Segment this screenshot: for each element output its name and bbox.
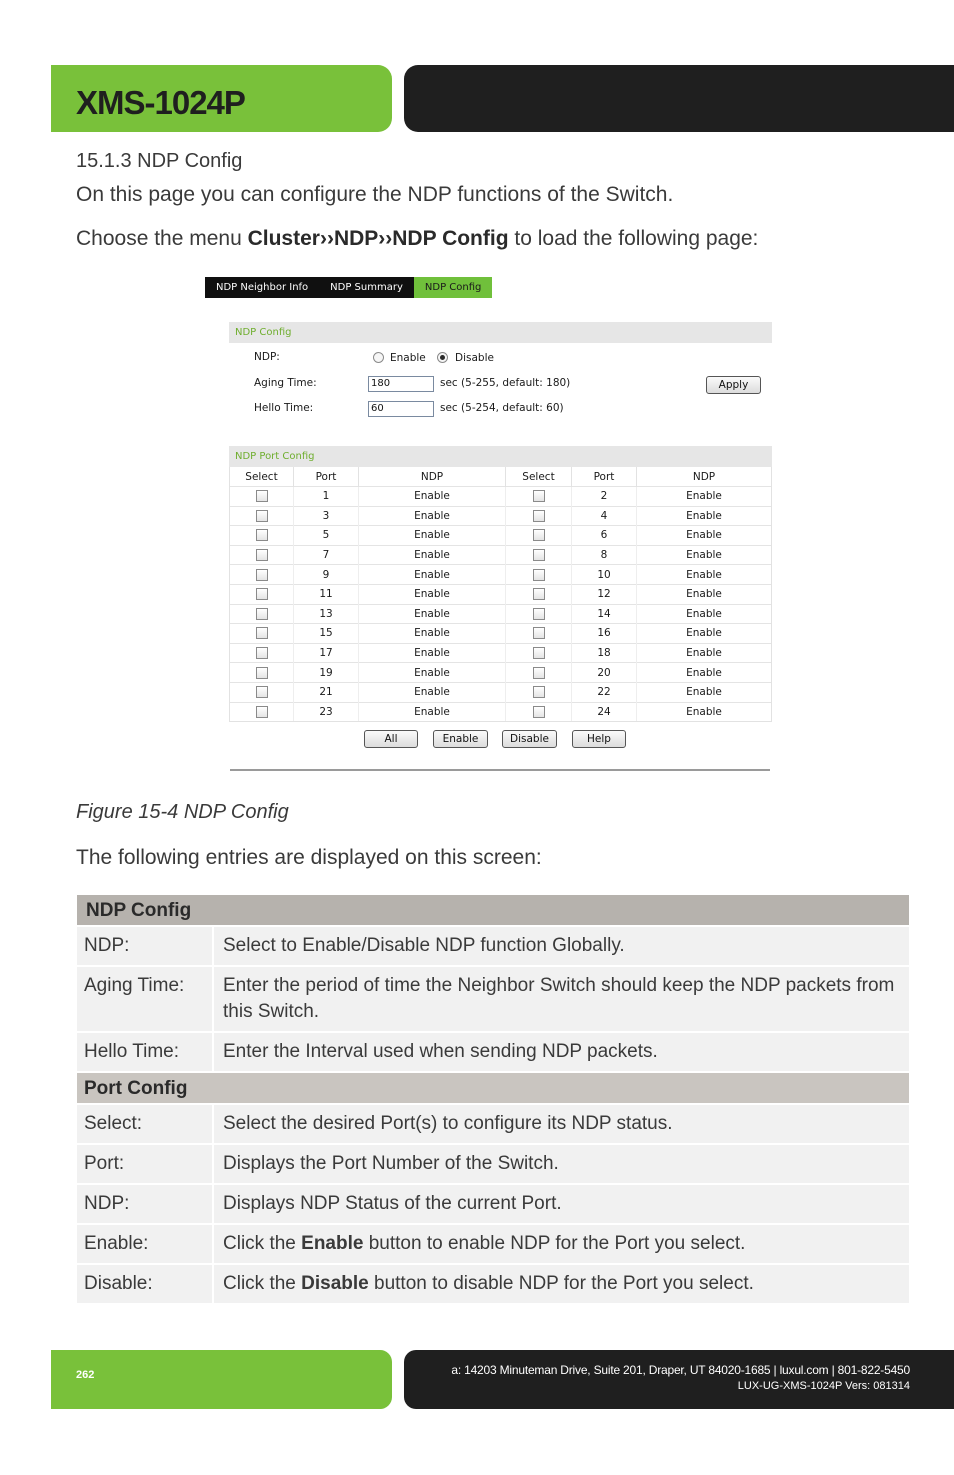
port-select-checkbox[interactable]: [256, 706, 268, 718]
port-ndp-status: Enable: [359, 604, 506, 624]
desc-key: Port:: [77, 1145, 214, 1183]
desc-value: Select the desired Port(s) to configure its NDP status.: [214, 1105, 909, 1143]
port-number: 17: [294, 643, 359, 663]
desc-key: Disable:: [77, 1265, 214, 1303]
port-ndp-status: Enable: [359, 663, 506, 683]
table-row: [230, 702, 772, 722]
port-ndp-status: Enable: [359, 584, 506, 604]
help-button[interactable]: Help: [572, 730, 626, 748]
header-black-bar: [404, 65, 954, 132]
table-row: [230, 584, 772, 604]
ndp-enable-radio[interactable]: [373, 352, 384, 363]
port-select-checkbox[interactable]: [256, 588, 268, 600]
desc-row: [77, 1265, 909, 1303]
table-row: [230, 526, 772, 546]
ndp-label: NDP:: [254, 351, 280, 363]
port-number: 11: [294, 584, 359, 604]
port-number: 9: [294, 565, 359, 585]
col-select-right: Select: [506, 467, 572, 487]
desc-key: NDP:: [77, 927, 214, 965]
table-row: [230, 506, 772, 526]
footer-version: LUX-UG-XMS-1024P Vers: 081314: [737, 1380, 910, 1392]
desc-key: NDP:: [77, 1185, 214, 1223]
port-select-checkbox[interactable]: [533, 706, 545, 718]
port-select-checkbox[interactable]: [256, 529, 268, 541]
desc-value: [214, 1265, 909, 1303]
table-row: [230, 487, 772, 507]
port-ndp-status: Enable: [637, 604, 772, 624]
aging-time-input[interactable]: 180: [368, 376, 434, 392]
menu-suffix: to load the following page:: [508, 227, 759, 250]
port-select-checkbox[interactable]: [256, 608, 268, 620]
port-number: 7: [294, 545, 359, 565]
document-title: XMS-1024P: [76, 84, 245, 121]
desc-key: Select:: [77, 1105, 214, 1143]
port-number: 5: [294, 526, 359, 546]
port-select-checkbox[interactable]: [256, 569, 268, 581]
port-select-checkbox[interactable]: [533, 529, 545, 541]
table-row: [230, 682, 772, 702]
hello-time-input[interactable]: 60: [368, 401, 434, 417]
port-ndp-status: Enable: [359, 506, 506, 526]
port-number: 20: [572, 663, 637, 683]
enable-button[interactable]: Enable: [433, 730, 488, 748]
ndp-disable-label: Disable: [455, 352, 494, 364]
port-select-checkbox[interactable]: [533, 667, 545, 679]
tab-ndp-config[interactable]: NDP Config: [414, 277, 492, 298]
desc-row: [77, 967, 909, 1031]
port-select-checkbox[interactable]: [533, 588, 545, 600]
table-row: [230, 663, 772, 683]
desc-section-header: [77, 895, 909, 925]
port-number: 22: [572, 682, 637, 702]
desc-row: [77, 1033, 909, 1071]
port-select-checkbox[interactable]: [256, 667, 268, 679]
desc-row: [77, 1105, 909, 1143]
port-select-checkbox[interactable]: [533, 647, 545, 659]
port-number: 2: [572, 487, 637, 507]
port-ndp-status: Enable: [637, 643, 772, 663]
port-ndp-status: Enable: [637, 506, 772, 526]
port-select-checkbox[interactable]: [256, 549, 268, 561]
port-number: 15: [294, 624, 359, 644]
desc-key: Aging Time:: [77, 967, 214, 1031]
port-ndp-status: Enable: [637, 545, 772, 565]
port-select-checkbox[interactable]: [533, 627, 545, 639]
port-number: 6: [572, 526, 637, 546]
port-select-checkbox[interactable]: [533, 569, 545, 581]
port-ndp-status: Enable: [637, 584, 772, 604]
table-row: [230, 604, 772, 624]
port-select-checkbox[interactable]: [256, 647, 268, 659]
port-ndp-status: Enable: [359, 624, 506, 644]
col-port-right: Port: [572, 467, 637, 487]
col-port-left: Port: [294, 467, 359, 487]
port-ndp-status: Enable: [637, 565, 772, 585]
select-all-button[interactable]: All: [364, 730, 418, 748]
port-select-checkbox[interactable]: [256, 510, 268, 522]
disable-button[interactable]: Disable: [502, 730, 557, 748]
port-number: 14: [572, 604, 637, 624]
port-number: 23: [294, 702, 359, 722]
aging-time-label: Aging Time:: [254, 377, 317, 389]
port-number: 19: [294, 663, 359, 683]
desc-row: [77, 1225, 909, 1263]
desc-row: [77, 1145, 909, 1183]
port-select-checkbox[interactable]: [533, 686, 545, 698]
port-select-checkbox[interactable]: [533, 549, 545, 561]
port-select-checkbox[interactable]: [256, 627, 268, 639]
desc-value: Displays NDP Status of the current Port.: [214, 1185, 909, 1223]
desc-text: Click the: [223, 1233, 302, 1254]
entries-intro: The following entries are displayed on this screen:: [76, 846, 542, 869]
desc-value: Select to Enable/Disable NDP function Globally.: [214, 927, 909, 965]
ndp-config-panel-title: NDP Config: [229, 322, 772, 343]
tab-ndp-neighbor-info[interactable]: NDP Neighbor Info: [216, 282, 309, 293]
port-ndp-status: Enable: [637, 487, 772, 507]
screenshot-divider: [230, 769, 770, 771]
port-number: 18: [572, 643, 637, 663]
port-ndp-status: Enable: [637, 624, 772, 644]
desc-value: Enter the period of time the Neighbor Switch should keep the NDP packets from this Switch.: [214, 967, 909, 1031]
ndp-port-config-panel-title: NDP Port Config: [229, 446, 772, 467]
footer-green-bar: [51, 1350, 392, 1409]
ndp-enable-label: Enable: [390, 352, 426, 364]
desc-text: button to disable NDP for the Port you select.: [368, 1273, 754, 1294]
port-ndp-status: Enable: [359, 487, 506, 507]
col-ndp-right: NDP: [637, 467, 772, 487]
table-row: [230, 643, 772, 663]
port-select-checkbox[interactable]: [533, 490, 545, 502]
port-number: 13: [294, 604, 359, 624]
section-heading: 15.1.3 NDP Config: [76, 150, 243, 172]
port-number: 4: [572, 506, 637, 526]
aging-time-hint: sec (5-255, default: 180): [440, 377, 571, 389]
figure-caption: Figure 15-4 NDP Config: [76, 801, 289, 823]
tab-bar: [205, 277, 492, 298]
menu-path: Cluster››NDP››NDP Config: [247, 227, 509, 250]
hello-time-hint: sec (5-254, default: 60): [440, 402, 564, 414]
port-select-checkbox[interactable]: [533, 608, 545, 620]
port-number: 3: [294, 506, 359, 526]
desc-value: Enter the Interval used when sending NDP packets.: [214, 1033, 909, 1071]
col-ndp-left: NDP: [359, 467, 506, 487]
port-ndp-status: Enable: [359, 526, 506, 546]
footer-address: a: 14203 Minuteman Drive, Suite 201, Draper, UT 84020-1685 | luxul.com | 801-822-5450: [451, 1363, 910, 1377]
desc-key: Enable:: [77, 1225, 214, 1263]
port-ndp-status: Enable: [359, 702, 506, 722]
table-row: [230, 545, 772, 565]
desc-section-header: [77, 1073, 909, 1103]
menu-prefix: Choose the menu: [76, 227, 248, 250]
port-number: 10: [572, 565, 637, 585]
port-number: 8: [572, 545, 637, 565]
port-ndp-status: Enable: [359, 682, 506, 702]
table-row: [230, 624, 772, 644]
desc-value: [214, 1225, 909, 1263]
tab-ndp-summary[interactable]: NDP Summary: [330, 282, 403, 293]
port-config-header: Port Config: [77, 1073, 909, 1103]
description-table: [77, 893, 909, 1305]
port-ndp-status: Enable: [637, 663, 772, 683]
desc-text: button to enable NDP for the Port you select.: [363, 1233, 746, 1254]
port-number: 24: [572, 702, 637, 722]
port-select-checkbox[interactable]: [256, 490, 268, 502]
col-select-left: Select: [230, 467, 294, 487]
desc-key: Hello Time:: [77, 1033, 214, 1071]
port-ndp-status: Enable: [637, 526, 772, 546]
port-ndp-status: Enable: [637, 702, 772, 722]
port-ndp-status: Enable: [359, 643, 506, 663]
port-ndp-status: Enable: [359, 545, 506, 565]
port-number: 16: [572, 624, 637, 644]
port-ndp-status: Enable: [637, 682, 772, 702]
ndp-disable-radio[interactable]: [437, 352, 448, 363]
desc-row: [77, 927, 909, 965]
port-select-checkbox[interactable]: [256, 686, 268, 698]
intro-text: On this page you can configure the NDP functions of the Switch.: [76, 183, 674, 206]
port-select-checkbox[interactable]: [533, 510, 545, 522]
page-number: 262: [76, 1369, 95, 1381]
port-ndp-status: Enable: [359, 565, 506, 585]
desc-value: Displays the Port Number of the Switch.: [214, 1145, 909, 1183]
desc-row: [77, 1185, 909, 1223]
port-number: 1: [294, 487, 359, 507]
hello-time-label: Hello Time:: [254, 402, 314, 414]
port-number: 12: [572, 584, 637, 604]
port-number: 21: [294, 682, 359, 702]
port-table-header-row: [230, 467, 772, 487]
menu-instruction: [76, 227, 758, 251]
desc-bold-text: Enable: [301, 1233, 364, 1254]
desc-text: Click the: [223, 1273, 302, 1294]
apply-button[interactable]: Apply: [706, 376, 761, 394]
table-row: [230, 565, 772, 585]
port-config-table: [229, 467, 772, 722]
ndp-config-header: NDP Config: [77, 895, 909, 925]
desc-bold-text: Disable: [301, 1273, 369, 1294]
